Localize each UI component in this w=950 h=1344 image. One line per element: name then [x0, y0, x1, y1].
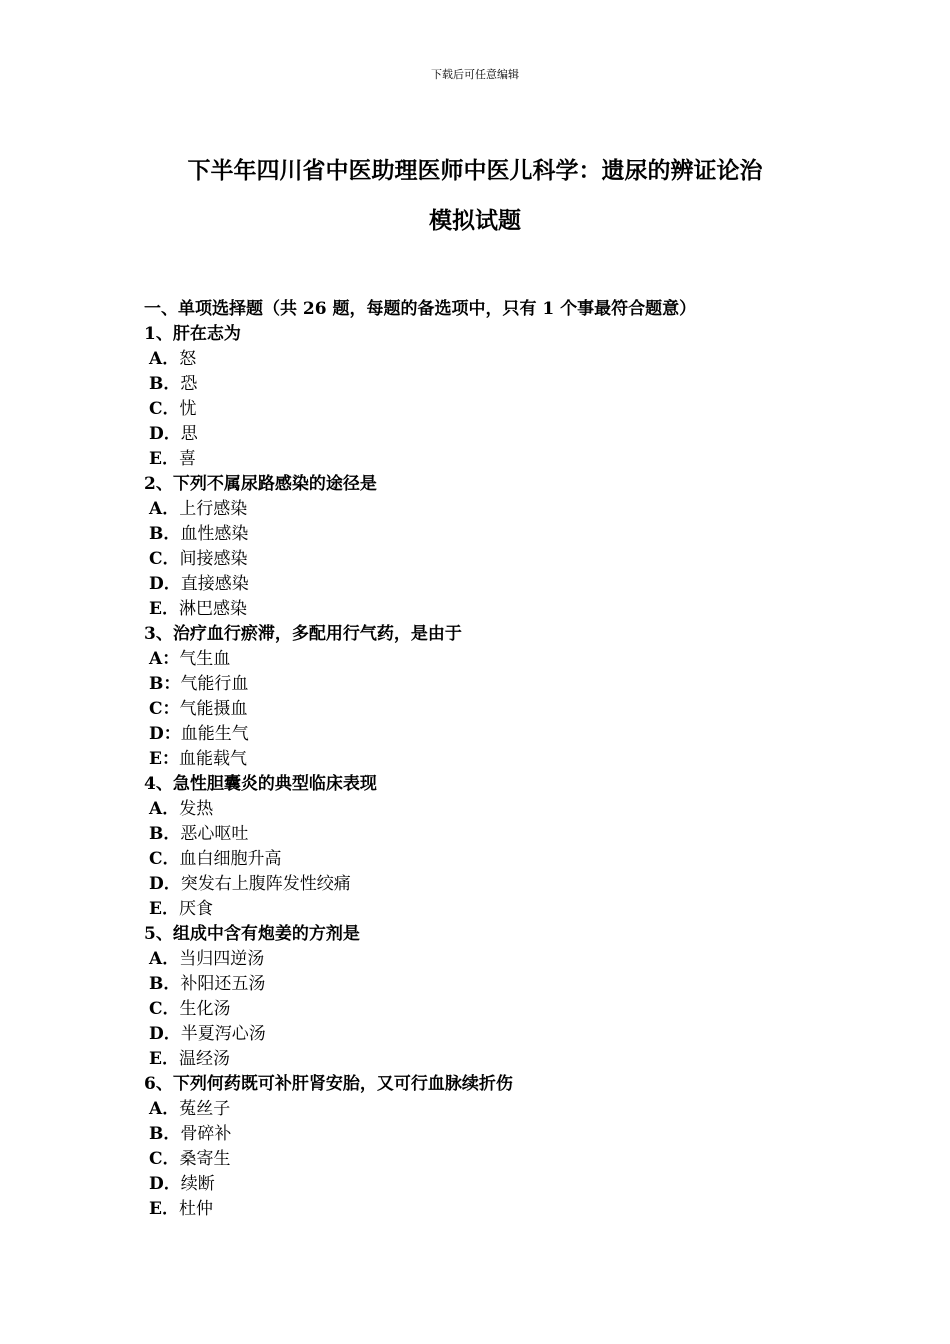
option-text: 血能载气	[178, 749, 247, 769]
option-text: 思	[180, 424, 198, 444]
answer-option	[144, 1147, 844, 1172]
answer-option	[144, 1022, 844, 1047]
option-text: 血能生气	[180, 724, 249, 744]
question-block	[144, 1072, 844, 1222]
option-key: A．	[149, 499, 180, 519]
option-text: 直接感染	[180, 574, 249, 594]
option-text: 补阳还五汤	[180, 974, 266, 994]
answer-option	[144, 972, 844, 997]
document-title-line-1: 下半年四川省中医助理医师中医儿科学：遗尿的辨证论治	[187, 157, 763, 184]
option-key: E．	[149, 899, 179, 919]
answer-option	[144, 747, 844, 772]
option-key: B．	[149, 374, 181, 394]
answer-option	[144, 1197, 844, 1222]
answer-option	[144, 497, 844, 522]
question-block	[144, 472, 844, 622]
option-key: D．	[149, 424, 181, 444]
option-text: 怒	[179, 349, 197, 369]
question-block	[144, 622, 844, 772]
option-text: 桑寄生	[179, 1149, 231, 1169]
option-key: E．	[149, 1199, 179, 1219]
option-key: A：	[149, 649, 180, 669]
option-key: C．	[149, 849, 180, 869]
option-key: B．	[149, 974, 181, 994]
question-list	[144, 297, 844, 1222]
answer-option	[144, 1172, 844, 1197]
option-key: D．	[149, 874, 181, 894]
answer-option	[144, 647, 844, 672]
option-text: 喜	[178, 449, 196, 469]
answer-option	[144, 447, 844, 472]
question-block	[144, 772, 844, 922]
option-text: 菟丝子	[179, 1099, 231, 1119]
answer-option	[144, 722, 844, 747]
option-key: C．	[149, 549, 180, 569]
answer-option	[144, 697, 844, 722]
answer-option	[144, 872, 844, 897]
option-key: C．	[149, 999, 180, 1019]
question-stem: 5、组成中含有炮姜的方剂是	[144, 924, 360, 944]
answer-option	[144, 947, 844, 972]
answer-option	[144, 1122, 844, 1147]
option-text: 杜仲	[178, 1199, 213, 1219]
option-key: B．	[149, 524, 181, 544]
answer-option	[144, 422, 844, 447]
option-text: 恶心呕吐	[180, 824, 249, 844]
option-text: 气生血	[179, 649, 231, 669]
option-text: 忧	[179, 399, 197, 419]
option-key: C：	[149, 699, 180, 719]
option-text: 淋巴感染	[178, 599, 247, 619]
answer-option	[144, 372, 844, 397]
answer-option	[144, 1097, 844, 1122]
document-title-line-2: 模拟试题	[429, 207, 521, 234]
answer-option	[144, 997, 844, 1022]
option-key: A．	[149, 799, 180, 819]
option-text: 骨碎补	[180, 1124, 232, 1144]
answer-option	[144, 347, 844, 372]
option-text: 血性感染	[180, 524, 249, 544]
option-key: E．	[149, 1049, 179, 1069]
option-key: E．	[149, 449, 179, 469]
option-text: 恐	[180, 374, 198, 394]
option-text: 气能摄血	[179, 699, 248, 719]
answer-option	[144, 797, 844, 822]
option-key: E．	[149, 599, 179, 619]
question-stem: 6、下列何药既可补肝肾安胎，又可行血脉续折伤	[144, 1074, 513, 1094]
option-key: C．	[149, 1149, 180, 1169]
option-text: 温经汤	[178, 1049, 230, 1069]
questions-container	[144, 322, 844, 1222]
answer-option	[144, 522, 844, 547]
section-heading: 一、单项选择题（共 26 题，每题的备选项中，只有 1 个事最符合题意）	[144, 299, 697, 319]
option-text: 血白细胞升高	[179, 849, 282, 869]
answer-option	[144, 822, 844, 847]
question-stem: 2、下列不属尿路感染的途径是	[144, 474, 377, 494]
option-text: 生化汤	[179, 999, 231, 1019]
option-key: A．	[149, 349, 180, 369]
answer-option	[144, 897, 844, 922]
answer-option	[144, 597, 844, 622]
option-text: 发热	[179, 799, 214, 819]
question-block	[144, 922, 844, 1072]
answer-option	[144, 1047, 844, 1072]
answer-option	[144, 547, 844, 572]
option-text: 厌食	[178, 899, 213, 919]
option-key: B：	[149, 674, 181, 694]
option-key: D．	[149, 574, 181, 594]
option-text: 续断	[180, 1174, 215, 1194]
option-key: D：	[149, 724, 181, 744]
answer-option	[144, 572, 844, 597]
option-key: A．	[149, 1099, 180, 1119]
question-stem: 1、肝在志为	[144, 324, 241, 344]
answer-option	[144, 672, 844, 697]
option-text: 上行感染	[179, 499, 248, 519]
question-stem: 4、急性胆囊炎的典型临床表现	[144, 774, 377, 794]
option-key: C．	[149, 399, 180, 419]
header-note: 下载后可任意编辑	[431, 68, 519, 81]
answer-option	[144, 847, 844, 872]
option-key: D．	[149, 1174, 181, 1194]
answer-option	[144, 397, 844, 422]
question-block	[144, 322, 844, 472]
option-text: 气能行血	[180, 674, 249, 694]
option-text: 半夏泻心汤	[180, 1024, 266, 1044]
option-text: 突发右上腹阵发性绞痛	[180, 874, 351, 894]
option-key: E：	[149, 749, 179, 769]
option-text: 当归四逆汤	[179, 949, 265, 969]
option-key: B．	[149, 1124, 181, 1144]
option-text: 间接感染	[179, 549, 248, 569]
option-key: B．	[149, 824, 181, 844]
option-key: D．	[149, 1024, 181, 1044]
question-stem: 3、治疗血行瘀滞，多配用行气药，是由于	[144, 624, 462, 644]
document-title	[80, 146, 870, 246]
option-key: A．	[149, 949, 180, 969]
